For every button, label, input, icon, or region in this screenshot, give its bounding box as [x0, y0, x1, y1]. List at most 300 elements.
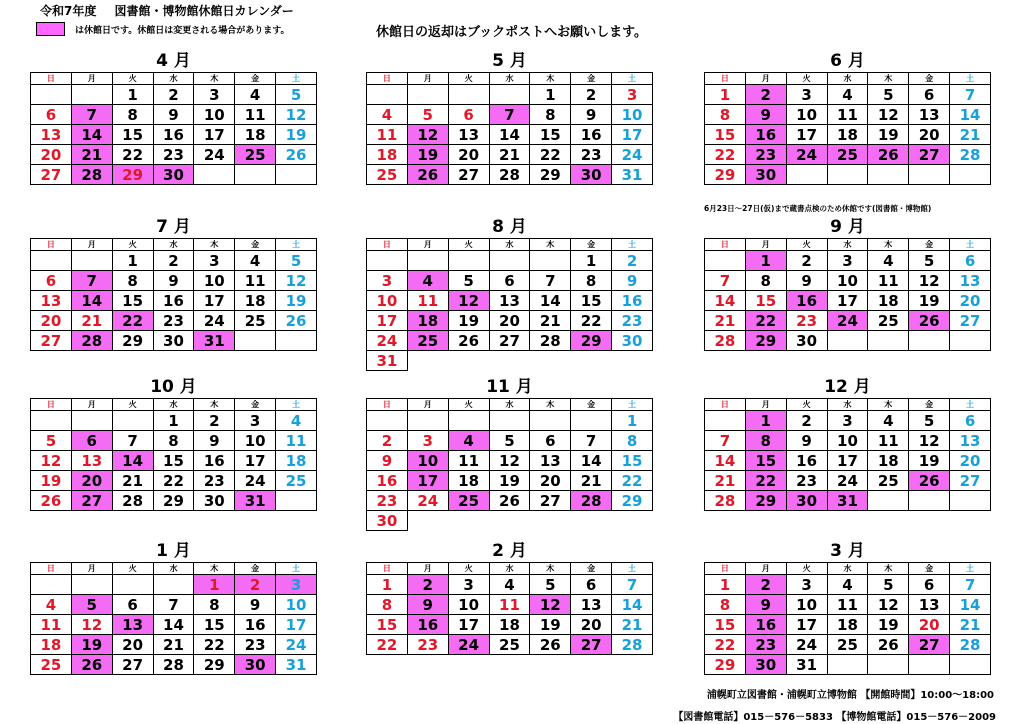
day-cell: 13	[112, 615, 153, 635]
day-cell: 29	[153, 491, 194, 511]
day-cell: 7	[705, 271, 746, 291]
day-cell: 15	[571, 291, 612, 311]
empty-cell	[909, 491, 950, 511]
month-title: 12 月	[824, 377, 871, 397]
day-cell: 9	[745, 105, 786, 125]
day-cell: 5	[448, 271, 489, 291]
day-cell: 20	[950, 451, 991, 471]
weekday-header: 土	[276, 399, 317, 411]
empty-cell	[612, 351, 653, 371]
day-cell: 21	[612, 615, 653, 635]
day-cell: 3	[276, 575, 317, 595]
day-cell: 3	[194, 85, 235, 105]
day-cell: 28	[489, 165, 530, 185]
day-cell: 9	[571, 105, 612, 125]
day-cell: 10	[827, 271, 868, 291]
day-cell: 4	[407, 271, 448, 291]
day-cell: 8	[112, 105, 153, 125]
weekday-header: 水	[827, 73, 868, 85]
day-cell: 28	[571, 491, 612, 511]
day-cell: 21	[489, 145, 530, 165]
day-cell: 12	[31, 451, 72, 471]
day-cell: 8	[571, 271, 612, 291]
day-cell: 25	[276, 471, 317, 491]
day-cell: 1	[367, 575, 408, 595]
day-cell: 10	[448, 595, 489, 615]
month-table	[30, 398, 317, 511]
day-cell: 9	[235, 595, 276, 615]
day-cell: 25	[827, 145, 868, 165]
day-cell: 18	[489, 615, 530, 635]
day-cell: 17	[827, 451, 868, 471]
day-cell: 13	[530, 451, 571, 471]
day-cell: 3	[786, 575, 827, 595]
day-cell: 23	[745, 635, 786, 655]
empty-cell	[530, 511, 571, 531]
empty-cell	[705, 411, 746, 431]
empty-cell	[407, 411, 448, 431]
day-cell: 8	[153, 431, 194, 451]
day-cell: 1	[705, 575, 746, 595]
empty-cell	[448, 85, 489, 105]
day-cell: 13	[31, 125, 72, 145]
day-cell: 12	[276, 271, 317, 291]
weekday-header: 金	[571, 73, 612, 85]
day-cell: 11	[827, 105, 868, 125]
day-cell: 15	[153, 451, 194, 471]
day-cell: 24	[276, 635, 317, 655]
weekday-header: 火	[786, 73, 827, 85]
day-cell: 18	[367, 145, 408, 165]
month-calendar	[704, 216, 991, 351]
day-cell: 6	[489, 271, 530, 291]
day-cell: 28	[153, 655, 194, 675]
weekday-header: 水	[489, 239, 530, 251]
month-title: 6 月	[830, 51, 865, 71]
weekday-header: 火	[112, 239, 153, 251]
day-cell: 23	[571, 145, 612, 165]
day-cell: 19	[276, 125, 317, 145]
weekday-header: 日	[31, 563, 72, 575]
day-cell: 23	[194, 471, 235, 491]
weekday-header: 日	[31, 73, 72, 85]
day-cell: 2	[745, 575, 786, 595]
day-cell: 15	[530, 125, 571, 145]
day-cell: 30	[786, 331, 827, 351]
month-table	[366, 398, 653, 531]
day-cell: 25	[407, 331, 448, 351]
day-cell: 15	[745, 451, 786, 471]
day-cell: 17	[235, 451, 276, 471]
weekday-header: 金	[909, 239, 950, 251]
empty-cell	[950, 165, 991, 185]
day-cell: 12	[909, 431, 950, 451]
day-cell: 25	[235, 145, 276, 165]
empty-cell	[71, 85, 112, 105]
day-cell: 10	[194, 105, 235, 125]
day-cell: 6	[112, 595, 153, 615]
day-cell: 27	[31, 331, 72, 351]
day-cell: 27	[71, 491, 112, 511]
day-cell: 6	[909, 85, 950, 105]
day-cell: 18	[31, 635, 72, 655]
weekday-header: 月	[71, 399, 112, 411]
weekday-header: 月	[745, 239, 786, 251]
day-cell: 26	[71, 655, 112, 675]
month-calendar	[366, 216, 653, 371]
empty-cell	[112, 575, 153, 595]
weekday-header: 金	[571, 563, 612, 575]
empty-cell	[909, 655, 950, 675]
day-cell: 18	[868, 291, 909, 311]
day-cell: 1	[745, 411, 786, 431]
empty-cell	[407, 351, 448, 371]
weekday-header: 日	[705, 239, 746, 251]
day-cell: 6	[950, 251, 991, 271]
day-cell: 19	[31, 471, 72, 491]
day-cell: 16	[571, 125, 612, 145]
empty-cell	[827, 331, 868, 351]
day-cell: 8	[612, 431, 653, 451]
day-cell: 22	[612, 471, 653, 491]
day-cell: 1	[745, 251, 786, 271]
day-cell: 26	[448, 331, 489, 351]
empty-cell	[448, 351, 489, 371]
day-cell: 15	[112, 291, 153, 311]
day-cell: 1	[705, 85, 746, 105]
empty-cell	[407, 251, 448, 271]
day-cell: 12	[407, 125, 448, 145]
day-cell: 20	[31, 311, 72, 331]
day-cell: 12	[489, 451, 530, 471]
empty-cell	[705, 251, 746, 271]
weekday-header: 月	[407, 73, 448, 85]
day-cell: 22	[367, 635, 408, 655]
month-calendar	[704, 50, 991, 185]
day-cell: 10	[786, 595, 827, 615]
day-cell: 12	[909, 271, 950, 291]
month-title: 8 月	[492, 217, 527, 237]
day-cell: 21	[950, 615, 991, 635]
day-cell: 17	[448, 615, 489, 635]
footer-phones: 【図書館電話】015－576－5833 【博物館電話】015－576－2009	[673, 712, 996, 723]
weekday-header: 木	[530, 399, 571, 411]
empty-cell	[827, 655, 868, 675]
day-cell: 7	[71, 271, 112, 291]
weekday-header: 月	[745, 399, 786, 411]
day-cell: 12	[71, 615, 112, 635]
day-cell: 20	[448, 145, 489, 165]
weekday-header: 木	[868, 399, 909, 411]
day-cell: 30	[367, 511, 408, 531]
empty-cell	[827, 165, 868, 185]
day-cell: 14	[612, 595, 653, 615]
day-cell: 14	[705, 291, 746, 311]
day-cell: 7	[950, 85, 991, 105]
day-cell: 18	[868, 451, 909, 471]
weekday-header: 日	[705, 73, 746, 85]
weekday-header: 土	[612, 239, 653, 251]
empty-cell	[276, 491, 317, 511]
day-cell: 16	[235, 615, 276, 635]
day-cell: 12	[448, 291, 489, 311]
day-cell: 2	[786, 411, 827, 431]
day-cell: 26	[407, 165, 448, 185]
day-cell: 21	[705, 471, 746, 491]
day-cell: 6	[31, 105, 72, 125]
weekday-header: 土	[612, 73, 653, 85]
day-cell: 6	[31, 271, 72, 291]
day-cell: 10	[276, 595, 317, 615]
empty-cell	[235, 331, 276, 351]
day-cell: 22	[194, 635, 235, 655]
weekday-header: 木	[530, 563, 571, 575]
day-cell: 9	[367, 451, 408, 471]
day-cell: 29	[745, 491, 786, 511]
empty-cell	[194, 165, 235, 185]
day-cell: 17	[827, 291, 868, 311]
day-cell: 29	[705, 655, 746, 675]
empty-cell	[868, 491, 909, 511]
day-cell: 22	[112, 145, 153, 165]
day-cell: 30	[745, 165, 786, 185]
day-cell: 14	[71, 125, 112, 145]
day-cell: 3	[407, 431, 448, 451]
empty-cell	[489, 251, 530, 271]
day-cell: 7	[571, 431, 612, 451]
day-cell: 1	[530, 85, 571, 105]
day-cell: 23	[153, 311, 194, 331]
day-cell: 1	[112, 85, 153, 105]
day-cell: 21	[530, 311, 571, 331]
day-cell: 19	[909, 451, 950, 471]
day-cell: 30	[194, 491, 235, 511]
day-cell: 12	[868, 595, 909, 615]
day-cell: 31	[612, 165, 653, 185]
weekday-header: 火	[448, 399, 489, 411]
empty-cell	[31, 411, 72, 431]
day-cell: 28	[530, 331, 571, 351]
day-cell: 25	[868, 311, 909, 331]
month-title: 5 月	[492, 51, 527, 71]
weekday-header: 土	[276, 239, 317, 251]
day-cell: 10	[367, 291, 408, 311]
empty-cell	[950, 331, 991, 351]
day-cell: 27	[31, 165, 72, 185]
day-cell: 23	[786, 471, 827, 491]
day-cell: 7	[112, 431, 153, 451]
day-cell: 9	[786, 271, 827, 291]
day-cell: 23	[407, 635, 448, 655]
day-cell: 8	[745, 271, 786, 291]
day-cell: 26	[489, 491, 530, 511]
day-cell: 25	[448, 491, 489, 511]
day-cell: 7	[612, 575, 653, 595]
day-cell: 13	[448, 125, 489, 145]
month-table	[30, 562, 317, 675]
day-cell: 23	[367, 491, 408, 511]
weekday-header: 火	[786, 563, 827, 575]
empty-cell	[530, 251, 571, 271]
day-cell: 19	[407, 145, 448, 165]
day-cell: 19	[276, 291, 317, 311]
day-cell: 29	[530, 165, 571, 185]
day-cell: 24	[235, 471, 276, 491]
day-cell: 20	[489, 311, 530, 331]
empty-cell	[367, 251, 408, 271]
empty-cell	[612, 511, 653, 531]
weekday-header: 土	[612, 563, 653, 575]
day-cell: 7	[489, 105, 530, 125]
day-cell: 11	[367, 125, 408, 145]
empty-cell	[909, 165, 950, 185]
weekday-header: 金	[909, 73, 950, 85]
day-cell: 22	[530, 145, 571, 165]
day-cell: 8	[745, 431, 786, 451]
day-cell: 8	[194, 595, 235, 615]
weekday-header: 木	[194, 563, 235, 575]
day-cell: 3	[367, 271, 408, 291]
day-cell: 15	[705, 125, 746, 145]
empty-cell	[868, 331, 909, 351]
day-cell: 11	[31, 615, 72, 635]
day-cell: 11	[235, 105, 276, 125]
day-cell: 21	[112, 471, 153, 491]
day-cell: 13	[571, 595, 612, 615]
day-cell: 15	[745, 291, 786, 311]
day-cell: 8	[367, 595, 408, 615]
weekday-header: 金	[235, 73, 276, 85]
weekday-header: 月	[71, 73, 112, 85]
day-cell: 29	[194, 655, 235, 675]
day-cell: 27	[571, 635, 612, 655]
day-cell: 29	[112, 165, 153, 185]
weekday-header: 月	[71, 239, 112, 251]
weekday-header: 土	[950, 73, 991, 85]
day-cell: 19	[868, 125, 909, 145]
day-cell: 4	[827, 85, 868, 105]
empty-cell	[909, 331, 950, 351]
month-calendar	[30, 50, 317, 185]
day-cell: 27	[489, 331, 530, 351]
day-cell: 31	[786, 655, 827, 675]
weekday-header: 木	[868, 239, 909, 251]
day-cell: 9	[153, 105, 194, 125]
day-cell: 4	[235, 251, 276, 271]
empty-cell	[71, 251, 112, 271]
day-cell: 11	[868, 431, 909, 451]
weekday-header: 火	[786, 239, 827, 251]
day-cell: 2	[786, 251, 827, 271]
empty-cell	[489, 351, 530, 371]
weekday-header: 土	[950, 239, 991, 251]
day-cell: 14	[950, 595, 991, 615]
day-cell: 6	[571, 575, 612, 595]
weekday-header: 木	[868, 563, 909, 575]
day-cell: 14	[530, 291, 571, 311]
empty-cell	[489, 85, 530, 105]
weekday-header: 火	[448, 73, 489, 85]
month-title: 1 月	[156, 541, 191, 561]
weekday-header: 金	[235, 239, 276, 251]
day-cell: 22	[745, 311, 786, 331]
day-cell: 30	[235, 655, 276, 675]
day-cell: 23	[153, 145, 194, 165]
empty-cell	[571, 411, 612, 431]
day-cell: 24	[194, 145, 235, 165]
day-cell: 4	[448, 431, 489, 451]
day-cell: 15	[194, 615, 235, 635]
day-cell: 18	[276, 451, 317, 471]
day-cell: 9	[745, 595, 786, 615]
day-cell: 21	[705, 311, 746, 331]
day-cell: 29	[612, 491, 653, 511]
day-cell: 16	[786, 291, 827, 311]
day-cell: 25	[868, 471, 909, 491]
day-cell: 12	[276, 105, 317, 125]
day-cell: 30	[786, 491, 827, 511]
day-cell: 22	[705, 145, 746, 165]
day-cell: 2	[367, 431, 408, 451]
day-cell: 13	[909, 595, 950, 615]
day-cell: 5	[276, 251, 317, 271]
empty-cell	[367, 411, 408, 431]
day-cell: 19	[530, 615, 571, 635]
weekday-header: 水	[827, 563, 868, 575]
footer-hours: 浦幌町立図書館・浦幌町立博物館 【開館時間】10:00～18:00	[706, 690, 994, 701]
day-cell: 17	[407, 471, 448, 491]
day-cell: 11	[827, 595, 868, 615]
month-table	[366, 562, 653, 655]
day-cell: 13	[31, 291, 72, 311]
weekday-header: 水	[489, 563, 530, 575]
weekday-header: 水	[153, 563, 194, 575]
day-cell: 2	[194, 411, 235, 431]
day-cell: 18	[235, 125, 276, 145]
day-cell: 25	[367, 165, 408, 185]
month-table	[30, 72, 317, 185]
weekday-header: 土	[612, 399, 653, 411]
day-cell: 13	[909, 105, 950, 125]
day-cell: 16	[407, 615, 448, 635]
weekday-header: 木	[194, 399, 235, 411]
weekday-header: 日	[31, 399, 72, 411]
day-cell: 23	[235, 635, 276, 655]
day-cell: 14	[71, 291, 112, 311]
day-cell: 16	[194, 451, 235, 471]
day-cell: 1	[571, 251, 612, 271]
empty-cell	[950, 491, 991, 511]
weekday-header: 金	[235, 563, 276, 575]
empty-cell	[112, 411, 153, 431]
day-cell: 23	[786, 311, 827, 331]
day-cell: 6	[909, 575, 950, 595]
day-cell: 4	[868, 411, 909, 431]
legend	[36, 22, 290, 36]
day-cell: 11	[868, 271, 909, 291]
day-cell: 10	[235, 431, 276, 451]
day-cell: 18	[407, 311, 448, 331]
weekday-header: 金	[571, 399, 612, 411]
day-cell: 16	[745, 615, 786, 635]
day-cell: 28	[705, 331, 746, 351]
day-cell: 27	[950, 311, 991, 331]
day-cell: 5	[31, 431, 72, 451]
month-table	[704, 398, 991, 511]
day-cell: 7	[71, 105, 112, 125]
day-cell: 2	[153, 251, 194, 271]
month-calendar	[30, 540, 317, 675]
